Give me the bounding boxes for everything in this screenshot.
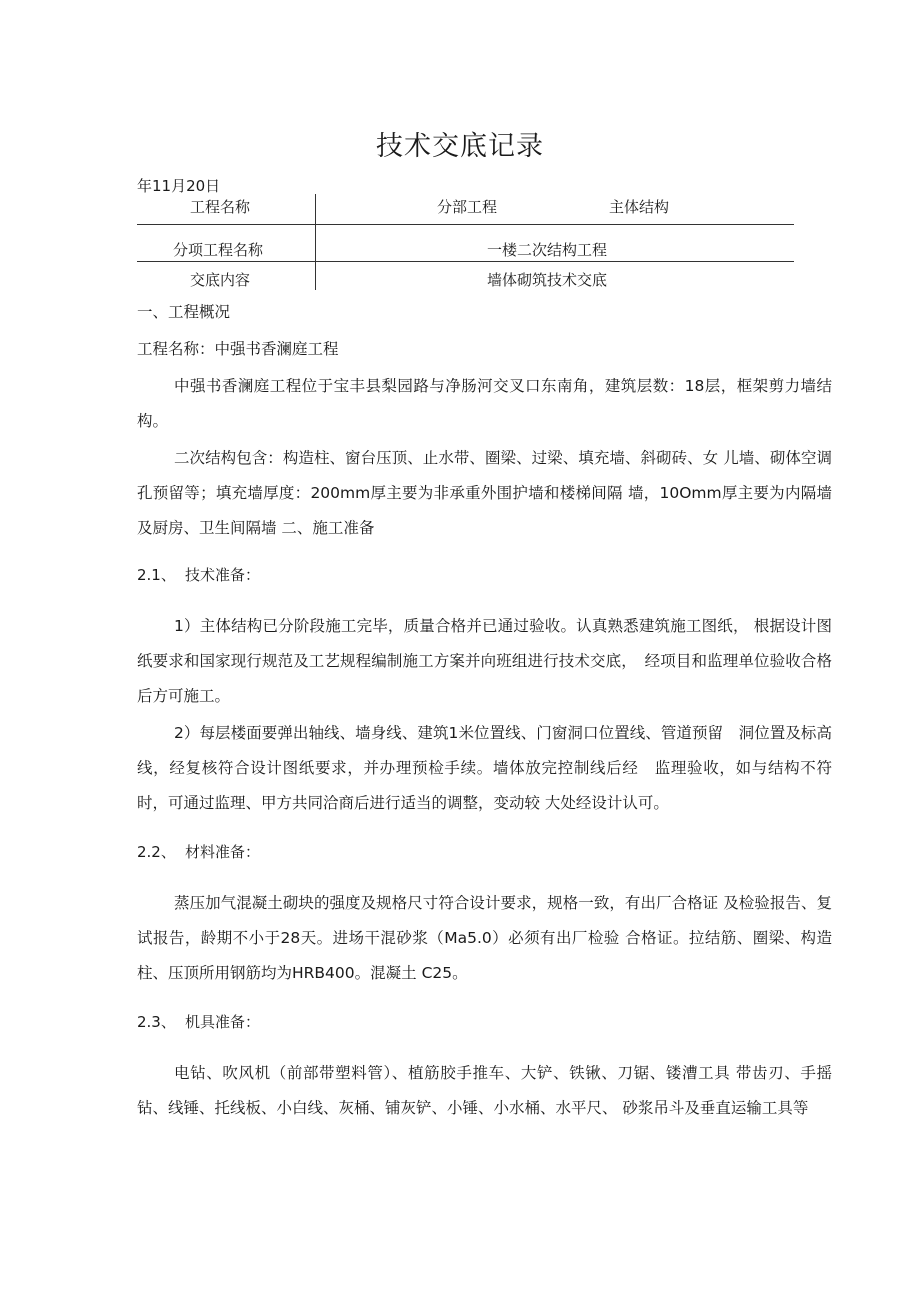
section-heading-overview: 一、工程概况 bbox=[137, 303, 231, 321]
overview-paragraph: 中强书香澜庭工程位于宝丰县梨园路与净肠河交叉口东南角，建筑层数：18层，框架剪力墙结构。 bbox=[137, 377, 832, 430]
tools-paragraph: 电钻、吹风机（前部带塑料管）、植筋胶手推车、大铲、铁锹、刀锯、镂漕工具 带齿刃、手摇钻、线锤、托线板、小白线、灰桶、铺灰铲、小锤、小水桶、水平尺、 砂浆吊斗及垂直运输工具等 bbox=[137, 1064, 832, 1117]
section-number: 2.1、 bbox=[137, 566, 176, 584]
technical-item-2: 2）每层楼面要弹出轴线、墙身线、建筑1米位置线、门窗洞口位置线、管道预留 洞位置及标高线，经复核符合设计图纸要求，并办理预检手续。墙体放完控制线后经 监理验收，如与结构不符时，可通过监理、甲方共同洽商后进行适当的调整，变动较 大处经设计认可。 bbox=[137, 724, 832, 812]
subitem-label: 分项工程名称 bbox=[173, 241, 264, 259]
table-row bbox=[137, 262, 794, 292]
section-title: 技术准备： bbox=[185, 566, 261, 584]
subitem-value: 一楼二次结构工程 bbox=[487, 241, 608, 259]
project-name-line: 工程名称：中强书香澜庭工程 bbox=[137, 340, 339, 358]
section-heading-tools bbox=[137, 1011, 260, 1032]
technical-item-1: 1）主体结构已分阶段施工完毕，质量合格并已通过验收。认真熟悉建筑施工图纸， 根据设计图纸要求和国家现行规范及工艺规程编制施工方案并向班组进行技术交底， 经项目和监理单位验收合格后方可施工。 bbox=[137, 617, 832, 705]
section-number: 2.2、 bbox=[137, 843, 176, 861]
section-number: 2.3、 bbox=[137, 1013, 176, 1031]
division-label: 分部工程 bbox=[437, 198, 498, 216]
section-title: 材料准备： bbox=[185, 843, 261, 861]
section-title: 机具准备： bbox=[185, 1013, 261, 1031]
project-name-label: 工程名称 bbox=[190, 198, 251, 216]
materials-paragraph: 蒸压加气混凝土砌块的强度及规格尺寸符合设计要求，规格一致，有出厂合格证 及检验报告、复试报告，龄期不小于28天。进场干混砂浆（Ma5.0）必须有出厂检验 合格证。拉结筋、圈梁、构造柱、压顶所用钢筋均为HRB400。混凝土 C25。 bbox=[137, 894, 832, 982]
content-label: 交底内容 bbox=[190, 271, 251, 289]
division-value: 主体结构 bbox=[609, 198, 670, 216]
section-heading-technical bbox=[137, 564, 260, 585]
content-value: 墙体砌筑技术交底 bbox=[487, 271, 608, 289]
record-date: 年11月20日 bbox=[137, 177, 221, 195]
secondary-structure-paragraph: 二次结构包含：构造柱、窗台压顶、止水带、圈梁、过梁、填充墙、斜砌砖、女 儿墙、砌体空调孔预留等；填充墙厚度：200mm厚主要为非承重外围护墙和楼梯间隔 墙，10Omm厚主要为内隔墙及厨房、卫生间隔墙 二、施工准备 bbox=[137, 449, 832, 537]
table-row bbox=[137, 194, 794, 225]
section-heading-materials bbox=[137, 841, 260, 862]
table-row bbox=[137, 225, 794, 262]
document-title: 技术交底记录 bbox=[376, 131, 544, 162]
record-table bbox=[137, 194, 794, 292]
